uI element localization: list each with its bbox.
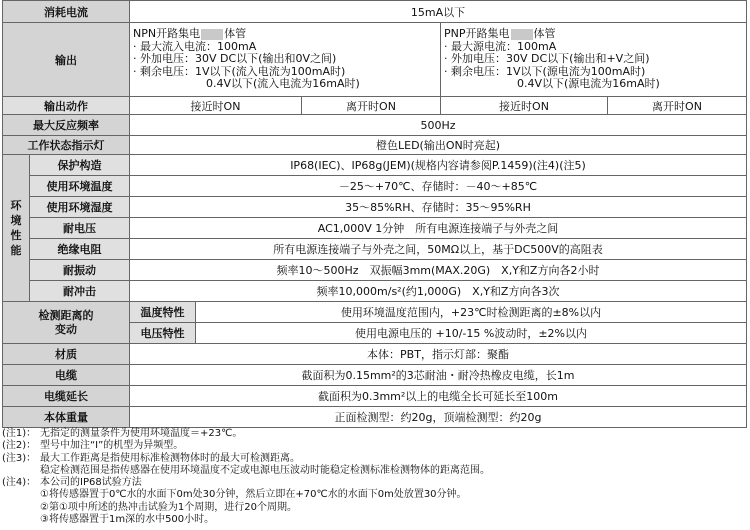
spec-table (2, 0, 747, 428)
row-material (3, 344, 747, 365)
consumption-label: 消耗电流 (3, 1, 130, 23)
weight-value: 正面检测型：约20g，顶端检测型：约20g (130, 407, 747, 428)
env-item-value: 频率10～500Hz 双振幅3mm(MAX.20G) X,Y和Z方向各2小时 (130, 260, 747, 281)
blurred-text (511, 29, 533, 40)
env-item-value: AC1,000V 1分钟 所有电源连接端子与外壳之间 (130, 218, 747, 239)
note-line: (注4)： 本公司的IP68试验方法 (2, 477, 142, 489)
note-line: ③将传感器置于1m深的水中500小时。 (40, 514, 215, 526)
pnp-line: · 最大源电流：100mA (444, 39, 557, 53)
env-item-label: 使用环境温度 (30, 176, 130, 197)
action-label: 输出动作 (3, 97, 130, 115)
indicator-value: 橙色LED(输出ON时亮起) (130, 136, 747, 155)
env-item-value: 35～85%RH、存储时：35～95%RH (130, 197, 747, 218)
env-item-value: 频率10,000m/s²(约1,000G) X,Y和Z方向各3次 (130, 281, 747, 302)
note-line: ②第①项中所述的热冲击试验为1个周期，进行20个周期。 (40, 501, 298, 513)
notes (2, 428, 748, 526)
npn-line: · 最大流入电流：100mA (133, 39, 257, 53)
drift-volt-label: 电压特性 (130, 323, 196, 344)
row-env-shock (3, 281, 747, 302)
note-line: ①将传感器置于0℃水的水面下0m处30分钟，然后立即在+70℃水的水面下0m处放置30分钟。 (40, 489, 467, 501)
consumption-value: 15mA以下 (130, 1, 747, 23)
action-value: 接近时ON (441, 97, 608, 115)
npn-line-extra: 0.4V以下(流入电流为16mA时) (206, 77, 360, 91)
row-weight (3, 407, 747, 428)
row-env-voltage (3, 218, 747, 239)
note-line: 稳定检测范围是指传感器在使用环境温度不定或电源电压波动时能稳定检测标准检测物体的距离范围。 (40, 464, 490, 476)
env-item-value: －25～+70℃、存储时：－40～+85℃ (130, 176, 747, 197)
env-item-label: 使用环境湿度 (30, 197, 130, 218)
env-item-value: 所有电源连接端子与外壳之间，50MΩ以上，基于DC500V的高阻表 (130, 239, 747, 260)
indicator-label: 工作状态指示灯 (3, 136, 130, 155)
row-drift-temp (3, 302, 747, 323)
action-value: 离开时ON (302, 97, 441, 115)
pnp-line: · 外加电压：30V DC以下(输出和+V之间) (444, 52, 650, 66)
weight-label: 本体重量 (3, 407, 130, 428)
pnp-output-spec (441, 23, 747, 97)
env-item-label: 耐振动 (30, 260, 130, 281)
env-group-label: 环境性能 (3, 155, 30, 302)
row-ext (3, 386, 747, 407)
freq-label: 最大反应频率 (3, 115, 130, 136)
npn-title: NPN开路集电 体管 (133, 27, 247, 41)
env-item-label: 绝缘电阻 (30, 239, 130, 260)
action-value: 接近时ON (130, 97, 302, 115)
row-env-protection (3, 155, 747, 176)
row-env-insulation (3, 239, 747, 260)
pnp-line: · 剩余电压：1V以下(源电流为100mA时) (444, 64, 646, 78)
row-output (3, 23, 747, 97)
row-cable (3, 365, 747, 386)
npn-output-spec (130, 23, 441, 97)
npn-line: · 外加电压：30V DC以下(输出和0V之间) (133, 52, 337, 66)
drift-volt-value: 使用电源电压的 +10/-15 %波动时，±2%以内 (196, 323, 747, 344)
row-env-vibration (3, 260, 747, 281)
pnp-title: PNP开路集电 体管 (444, 27, 556, 41)
drift-group-label: 检测距离的变动 (3, 302, 130, 344)
drift-temp-label: 温度特性 (130, 302, 196, 323)
output-label: 输出 (3, 23, 130, 97)
pnp-line-extra: 0.4V以下(源电流为16mA时) (517, 77, 660, 91)
env-item-label: 耐电压 (30, 218, 130, 239)
note-line: (注1)： 无指定的测量条件为使用环境温度＝+23℃。 (2, 428, 243, 439)
row-indicator (3, 136, 747, 155)
material-value: 本体：PBT，指示灯部：聚酯 (130, 344, 747, 365)
env-item-label: 耐冲击 (30, 281, 130, 302)
row-consumption (3, 1, 747, 23)
material-label: 材质 (3, 344, 130, 365)
row-action (3, 97, 747, 115)
row-freq (3, 115, 747, 136)
env-item-value: IP68(IEC)、IP68g(JEM)(规格内容请参阅P.1459)(注4)(注5) (130, 155, 747, 176)
note-line: (注3)： 最大工作距离是指使用标准检测物体时的最大可检测距离。 (2, 452, 300, 464)
ext-label: 电缆延长 (3, 386, 130, 407)
row-env-humidity (3, 197, 747, 218)
env-item-label: 保护构造 (30, 155, 130, 176)
row-env-temp (3, 176, 747, 197)
freq-value: 500Hz (130, 115, 747, 136)
drift-temp-value: 使用环境温度范围内，+23℃时检测距离的±8%以内 (196, 302, 747, 323)
blurred-text (201, 29, 223, 40)
cable-label: 电缆 (3, 365, 130, 386)
cable-value: 截面积为0.15mm²的3芯耐油・耐冷热橡皮电缆，长1m (130, 365, 747, 386)
ext-value: 截面积为0.3mm²以上的电缆全长可延长至100m (130, 386, 747, 407)
npn-line: · 剩余电压：1V以下(流入电流为100mA时) (133, 64, 346, 78)
action-value: 离开时ON (608, 97, 747, 115)
note-line: (注2)： 型号中加注“I”的机型为异频型。 (2, 440, 184, 452)
